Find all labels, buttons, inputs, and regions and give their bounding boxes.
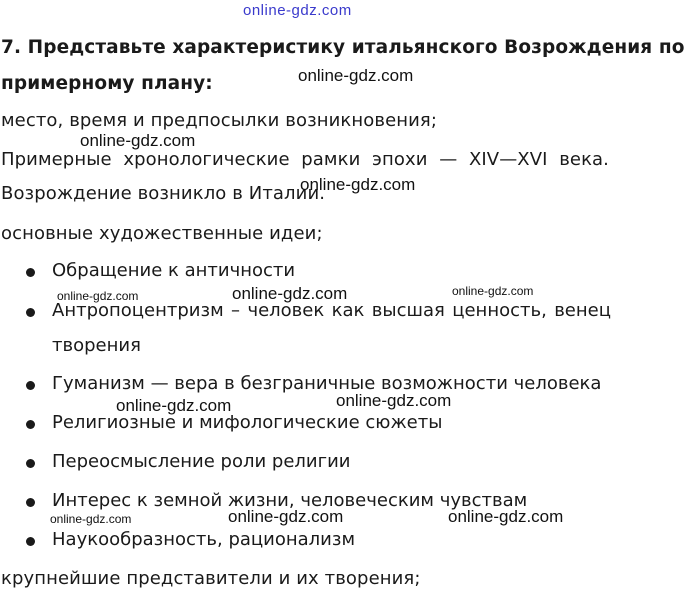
representatives-label: крупнейшие представители и их творения; (1, 568, 421, 589)
bullet-dot-icon (26, 381, 35, 390)
bullet-dot-icon (26, 308, 35, 317)
chronology-line (1, 149, 609, 171)
watermark-top: online-gdz.com (243, 2, 352, 19)
list-item-word: как (331, 300, 365, 321)
watermark: online-gdz.com (116, 396, 232, 415)
list-item-text: Интерес к земной жизни, человеческим чувствам (52, 490, 528, 511)
list-item-text: Религиозные и мифологические сюжеты (52, 412, 443, 433)
list-item-word: – (231, 300, 241, 321)
watermark: online-gdz.com (448, 507, 564, 526)
task-title-line-2: примерному плану: (1, 73, 213, 94)
list-item-word: Антропоцентризм (52, 300, 224, 321)
list-item-text: Гуманизм — вера в безграничные возможности человека (52, 373, 602, 394)
chrono-word: эпохи (372, 149, 428, 170)
watermark: online-gdz.com (300, 175, 416, 194)
list-item-word: венец (554, 300, 611, 321)
list-item-word: человек (247, 300, 325, 321)
watermark: online-gdz.com (50, 512, 132, 526)
chrono-word: рамки (301, 149, 361, 170)
watermark: online-gdz.com (228, 507, 344, 526)
bullet-dot-icon (26, 537, 35, 546)
watermark: online-gdz.com (298, 66, 414, 85)
place-time-label: место, время и предпосылки возникновения; (1, 110, 438, 131)
list-item-word: высшая (371, 300, 445, 321)
chrono-word: — (439, 149, 458, 170)
bullet-dot-icon (26, 420, 35, 429)
chrono-word: Примерные (1, 149, 112, 170)
list-item-text: Наукообразность, рационализм (52, 529, 356, 550)
watermark: online-gdz.com (336, 391, 452, 410)
bullet-dot-icon (26, 459, 35, 468)
watermark: online-gdz.com (80, 131, 196, 150)
list-item-text: творения (52, 335, 141, 356)
bullet-dot-icon (26, 498, 35, 507)
bullet-dot-icon (26, 268, 35, 277)
ideas-label: основные художественные идеи; (1, 223, 323, 244)
list-item-word: ценность, (452, 300, 547, 321)
origin-statement: Возрождение возникло в Италии. (1, 183, 326, 204)
watermark: online-gdz.com (232, 284, 348, 303)
watermark: online-gdz.com (57, 289, 139, 303)
task-title-line-1: 7. Представьте характеристику итальянского Возрождения по (1, 37, 685, 58)
watermark: online-gdz.com (452, 284, 534, 298)
chrono-word: века. (559, 149, 609, 170)
chrono-word: XIV—XVI (468, 149, 548, 170)
chrono-word: хронологические (123, 149, 290, 170)
list-item-text: Переосмысление роли религии (52, 451, 351, 472)
list-item-text: Обращение к античности (52, 260, 296, 281)
